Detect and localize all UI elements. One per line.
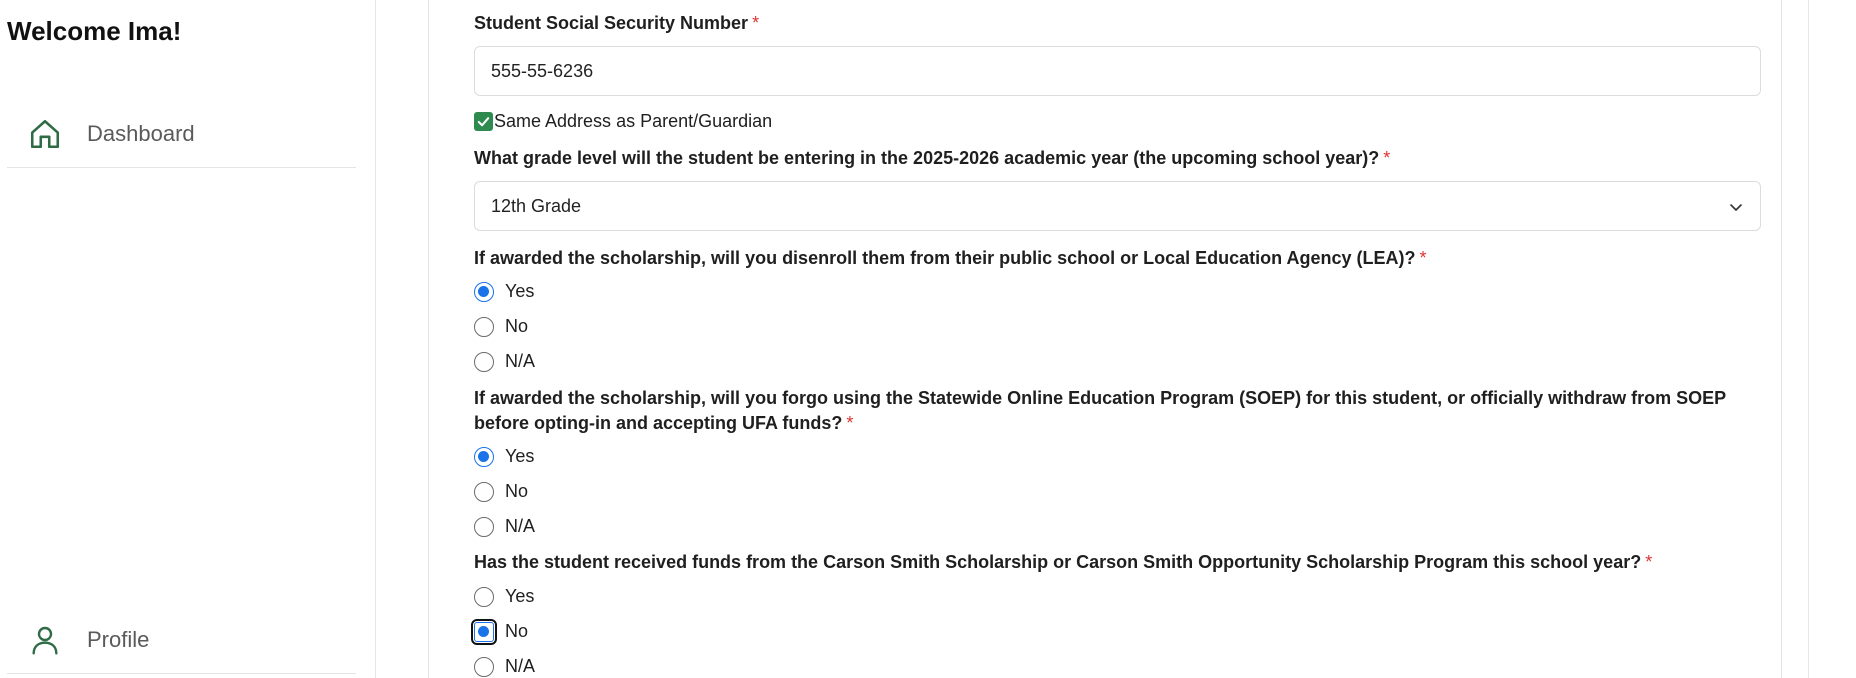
radio-button[interactable] [474, 587, 494, 607]
required-marker: * [846, 413, 854, 433]
grade-select-value: 12th Grade [491, 195, 582, 216]
required-marker: * [1383, 148, 1391, 168]
soep-label-text: If awarded the scholarship, will you forgo using the Statewide Online Education Program (SOEP) for this student, or officially withdraw from SOEP before opting-in and accepting UFA funds? [474, 388, 1726, 433]
radio-label: Yes [505, 586, 535, 606]
radio-label: No [505, 481, 529, 501]
grade-label [474, 148, 1390, 169]
grade-select[interactable] [474, 181, 1761, 231]
radio-label: No [505, 316, 529, 336]
soep-label [474, 386, 1774, 436]
radio-label: N/A [505, 656, 536, 676]
sidebar-item-label: Dashboard [87, 120, 195, 146]
radio-button[interactable] [474, 352, 494, 372]
radio-button[interactable] [474, 317, 494, 337]
chevron-down-icon [1728, 199, 1744, 215]
radio-button[interactable] [474, 447, 494, 467]
radio-button[interactable] [474, 657, 494, 677]
disenroll-option-yes[interactable] [474, 281, 534, 302]
sidebar [0, 0, 376, 678]
carson-option-na[interactable] [474, 656, 535, 677]
divider [1808, 0, 1809, 678]
carson-option-no[interactable] [474, 621, 528, 642]
same-address-label: Same Address as Parent/Guardian [494, 111, 773, 131]
radio-button[interactable] [474, 282, 494, 302]
soep-option-yes[interactable] [474, 446, 534, 467]
radio-button[interactable] [474, 622, 494, 642]
sidebar-item-label: Profile [87, 626, 150, 652]
radio-label: No [505, 621, 529, 641]
disenroll-label [474, 248, 1426, 269]
disenroll-option-no[interactable] [474, 316, 528, 337]
disenroll-label-text: If awarded the scholarship, will you disenroll them from their public school or Local Education Agency (LEA)? [474, 248, 1416, 268]
ssn-input[interactable] [474, 46, 1761, 96]
sidebar-item-profile[interactable] [7, 606, 356, 674]
ssn-label [474, 13, 759, 34]
radio-label: N/A [505, 516, 536, 536]
radio-label: Yes [505, 446, 535, 466]
same-address-checkbox[interactable] [474, 112, 493, 131]
soep-option-no[interactable] [474, 481, 528, 502]
radio-button[interactable] [474, 482, 494, 502]
grade-label-text: What grade level will the student be entering in the 2025-2026 academic year (the upcoming school year)? [474, 148, 1380, 168]
radio-label: N/A [505, 351, 536, 371]
required-marker: * [752, 13, 760, 33]
carson-label [474, 552, 1652, 573]
checkmark-icon [476, 114, 491, 129]
welcome-heading: Welcome Ima! [7, 16, 182, 46]
sidebar-item-dashboard[interactable] [7, 100, 356, 168]
disenroll-option-na[interactable] [474, 351, 535, 372]
soep-option-na[interactable] [474, 516, 535, 537]
form-card [428, 0, 1782, 678]
same-address-checkbox-row[interactable] [474, 111, 772, 132]
required-marker: * [1645, 552, 1653, 572]
ssn-label-text: Student Social Security Number [474, 13, 749, 33]
carson-option-yes[interactable] [474, 586, 534, 607]
carson-label-text: Has the student received funds from the Carson Smith Scholarship or Carson Smith Opportunity Scholarship Program this school year? [474, 552, 1642, 572]
required-marker: * [1419, 248, 1427, 268]
home-icon [27, 116, 63, 152]
user-icon [27, 622, 63, 658]
radio-label: Yes [505, 281, 535, 301]
radio-button[interactable] [474, 517, 494, 537]
